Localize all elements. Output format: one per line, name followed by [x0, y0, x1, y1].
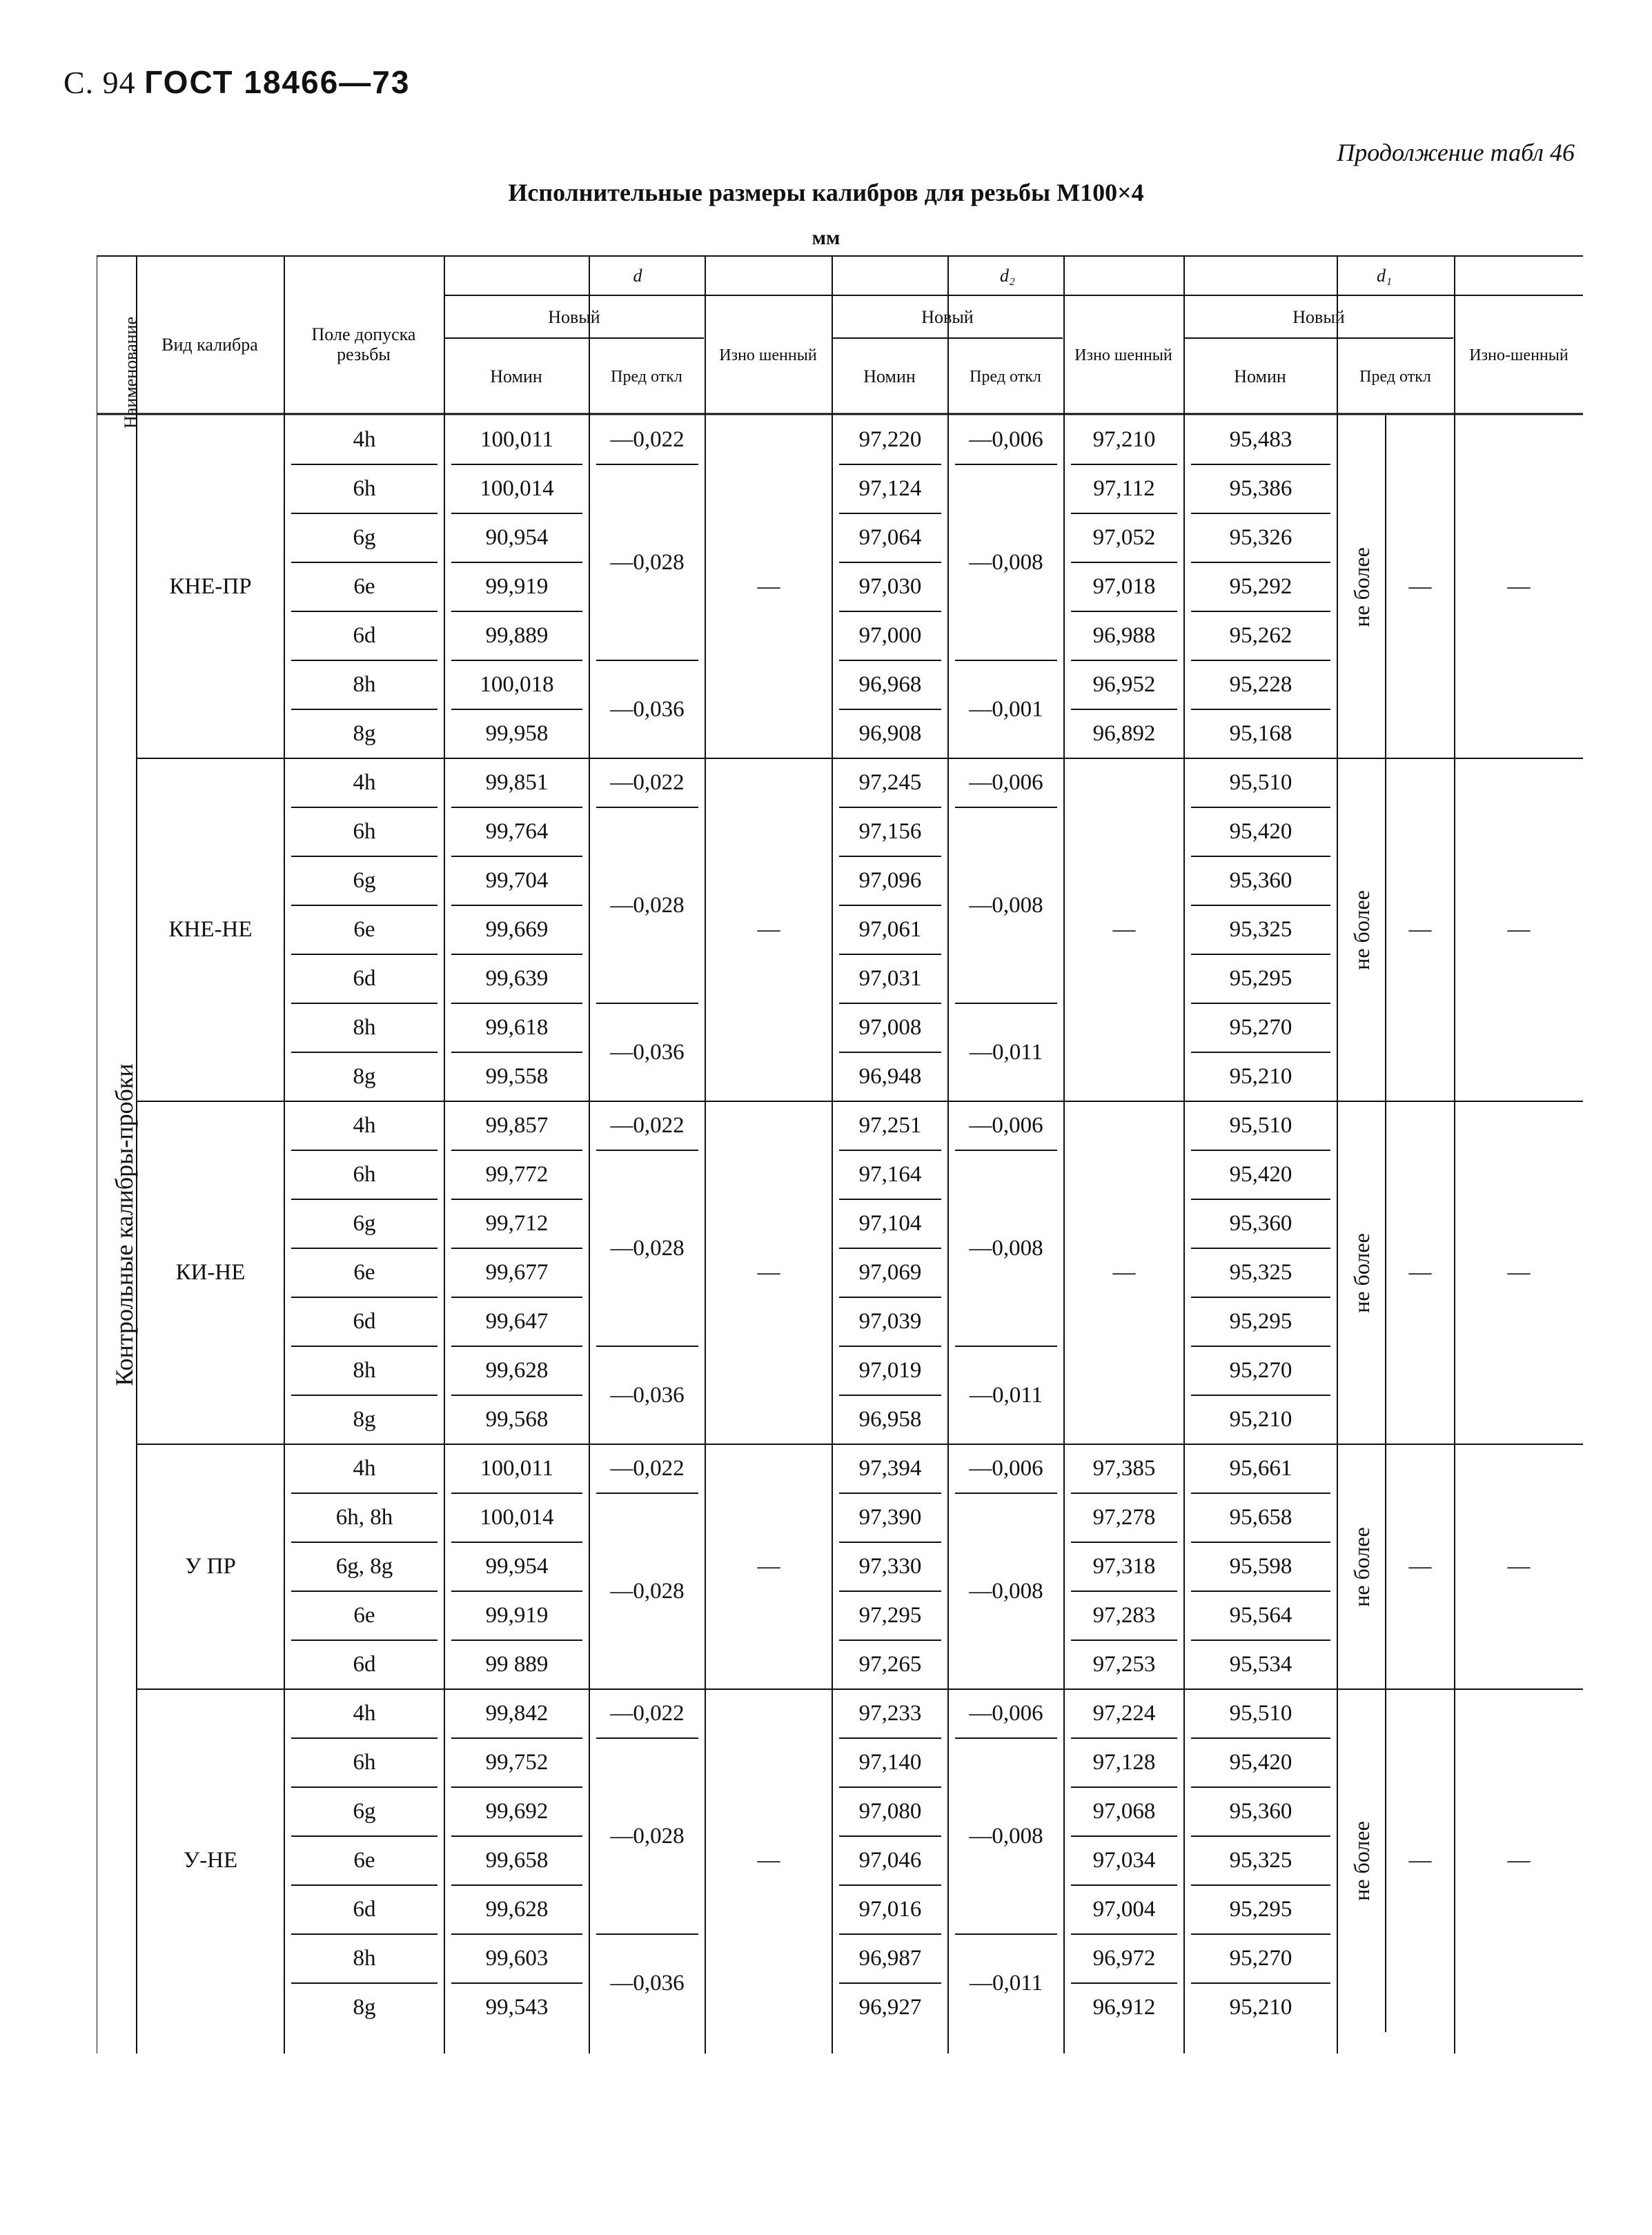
d-deviation: —0,036	[610, 1039, 685, 1065]
d-nominal: 99,919	[485, 574, 549, 600]
d-deviation: —0,036	[610, 1970, 685, 1996]
d-deviation: —0,028	[610, 1578, 685, 1604]
d-deviation: —0,036	[610, 1382, 685, 1408]
d1-nominal: 95,510	[1229, 1701, 1292, 1726]
d1-nominal: 95,270	[1229, 1358, 1292, 1384]
table-continuation: Продолжение табл 46	[1337, 139, 1575, 166]
header-vid-kalibra: Вид калибра	[161, 334, 258, 355]
d1-nominal: 95,210	[1229, 1064, 1292, 1090]
d-deviation: —0,022	[610, 427, 685, 453]
header-d2-nomin: Номин	[863, 366, 916, 386]
d-nominal: 99,628	[485, 1897, 549, 1922]
tolerance-field: 6e	[353, 1603, 375, 1628]
tolerance-field: 6e	[353, 1260, 375, 1286]
d-nominal: 99,772	[485, 1162, 549, 1188]
d-nominal: 99,568	[485, 1407, 549, 1432]
d1-nominal: 95,295	[1229, 1309, 1292, 1335]
d2-nominal: 97,064	[858, 525, 922, 551]
d2-worn: 97,224	[1092, 1701, 1156, 1726]
d-nominal: 99,603	[485, 1946, 549, 1971]
ne-bolee-note: не более	[1349, 1526, 1374, 1607]
d2-nominal: 97,019	[858, 1358, 922, 1384]
tolerance-field: 6h, 8h	[335, 1505, 393, 1530]
tolerance-field: 8h	[353, 672, 376, 698]
d2-worn: 97,283	[1092, 1603, 1156, 1628]
d2-deviation: —0,008	[969, 1578, 1043, 1604]
d-nominal: 100,014	[480, 1505, 554, 1530]
d2-nominal: 96,908	[858, 721, 922, 747]
d-deviation: —0,028	[610, 549, 685, 575]
d1-nominal: 95,210	[1229, 1407, 1292, 1432]
d2-deviation: —0,011	[969, 1970, 1043, 1996]
d2-nominal: 97,164	[858, 1162, 922, 1188]
d2-nominal: 97,295	[858, 1603, 922, 1628]
d-deviation: —0,022	[610, 770, 685, 796]
kind-name: У-НЕ	[183, 1848, 238, 1873]
header-d: d	[633, 265, 642, 286]
d2-deviation: —0,006	[969, 1113, 1043, 1139]
d2-nominal: 97,061	[858, 917, 922, 943]
header-d1-novy: Новый	[1292, 306, 1345, 327]
ne-bolee-note: не более	[1349, 547, 1374, 627]
tolerance-field: 6g	[353, 1211, 376, 1237]
d2-worn: 97,052	[1092, 525, 1156, 551]
d2-nominal: 96,958	[858, 1407, 922, 1432]
d2-worn: 96,972	[1092, 1946, 1156, 1971]
header-d1-nomin: Номин	[1234, 366, 1286, 386]
d2-deviation: —0,001	[969, 696, 1043, 722]
d1-nominal: 95,210	[1229, 1995, 1292, 2020]
d1-nominal: 95,360	[1229, 868, 1292, 894]
tolerance-field: 6d	[353, 966, 376, 992]
tolerance-field: 6g, 8g	[335, 1554, 393, 1579]
header-pole-dopuska: Поле допуска резьбы	[311, 324, 416, 364]
d1-nominal: 95,325	[1229, 1260, 1292, 1286]
d-nominal: 99,764	[485, 819, 549, 845]
d2-worn: 97,318	[1092, 1554, 1156, 1579]
d2-nominal: 97,220	[858, 427, 922, 453]
d1-deviation-dash: —	[1408, 574, 1432, 600]
d2-nominal: 96,987	[858, 1946, 922, 1971]
d-nominal: 99,692	[485, 1799, 549, 1824]
table-title: Исполнительные размеры калибров для резьбы М100×4	[508, 179, 1144, 206]
d1-deviation-dash: —	[1408, 1848, 1432, 1873]
d2-worn: 96,988	[1092, 623, 1156, 649]
d2-nominal: 97,251	[858, 1113, 922, 1139]
standard-code: ГОСТ 18466—73	[144, 64, 411, 100]
tolerance-field: 6h	[353, 1750, 376, 1775]
d1-nominal: 95,658	[1229, 1505, 1292, 1530]
d-deviation: —0,028	[610, 892, 685, 918]
d2-deviation: —0,008	[969, 1823, 1043, 1849]
d2-nominal: 97,390	[858, 1505, 922, 1530]
d-worn-dash: —	[757, 574, 780, 600]
d1-nominal: 95,295	[1229, 966, 1292, 992]
kind-name: КНЕ-НЕ	[168, 917, 253, 943]
d1-nominal: 95,270	[1229, 1946, 1292, 1971]
d2-worn: 97,068	[1092, 1799, 1156, 1824]
tolerance-field: 8h	[353, 1946, 376, 1971]
tolerance-field: 6g	[353, 868, 376, 894]
d2-worn: 97,278	[1092, 1505, 1156, 1530]
d2-deviation: —0,011	[969, 1039, 1043, 1065]
d-nominal: 100,018	[480, 672, 554, 698]
d-nominal: 99,543	[485, 1995, 549, 2020]
d2-nominal: 97,080	[858, 1799, 922, 1824]
d2-deviation: —0,008	[969, 549, 1043, 575]
d-nominal: 99,669	[485, 917, 549, 943]
d1-deviation-dash: —	[1408, 917, 1432, 943]
header-d2-novy: Новый	[921, 306, 974, 327]
d2-worn: 96,892	[1092, 721, 1156, 747]
d2-worn: 97,004	[1092, 1897, 1156, 1922]
tolerance-field: 4h	[353, 427, 376, 453]
d1-nominal: 95,420	[1229, 1162, 1292, 1188]
d1-nominal: 95,661	[1229, 1456, 1292, 1481]
tolerance-field: 6e	[353, 1848, 375, 1873]
d2-nominal: 96,927	[858, 1995, 922, 2020]
tolerance-field: 6g	[353, 1799, 376, 1824]
d-nominal: 99,752	[485, 1750, 549, 1775]
d2-deviation: —0,006	[969, 770, 1043, 796]
d2-nominal: 97,046	[858, 1848, 922, 1873]
d2-nominal: 97,156	[858, 819, 922, 845]
d-nominal: 99,842	[485, 1701, 549, 1726]
d2-nominal: 97,030	[858, 574, 922, 600]
d2-nominal: 97,124	[858, 476, 922, 502]
d2-nominal: 97,394	[858, 1456, 922, 1481]
d1-worn-dash: —	[1507, 1554, 1531, 1579]
group-label: Контрольные калибры-пробки	[110, 1063, 138, 1386]
page-header	[63, 63, 410, 101]
tolerance-field: 6h	[353, 1162, 376, 1188]
tolerance-field: 8g	[353, 1407, 376, 1432]
d1-nominal: 95,483	[1229, 427, 1292, 453]
tolerance-field: 6g	[353, 525, 376, 551]
d1-nominal: 95,510	[1229, 1113, 1292, 1139]
d2-worn: 96,952	[1092, 672, 1156, 698]
d2-worn: 97,034	[1092, 1848, 1156, 1873]
d2-nominal: 97,039	[858, 1309, 922, 1335]
ne-bolee-note: не более	[1349, 1820, 1374, 1901]
header-naimenovanie: Наименование	[121, 317, 141, 429]
d2-nominal: 97,016	[858, 1897, 922, 1922]
d1-nominal: 95,325	[1229, 917, 1292, 943]
tolerance-field: 8g	[353, 1995, 376, 2020]
tolerance-field: 6h	[353, 476, 376, 502]
dimensions-table	[97, 255, 1583, 2054]
d2-nominal: 96,968	[858, 672, 922, 698]
kind-name: КИ-НЕ	[175, 1260, 246, 1286]
tolerance-field: 6d	[353, 1652, 376, 1677]
d-deviation: —0,028	[610, 1823, 685, 1849]
d1-nominal: 95,534	[1229, 1652, 1292, 1677]
d2-worn-dash: —	[1112, 917, 1136, 943]
d2-worn: 97,018	[1092, 574, 1156, 600]
d2-worn: 97,112	[1093, 476, 1155, 502]
d-nominal: 99 889	[485, 1652, 549, 1677]
d2-worn: 97,128	[1092, 1750, 1156, 1775]
d1-worn-dash: —	[1507, 1260, 1531, 1286]
tolerance-field: 4h	[353, 770, 376, 796]
d2-nominal: 96,948	[858, 1064, 922, 1090]
d2-deviation: —0,006	[969, 427, 1043, 453]
tolerance-field: 4h	[353, 1701, 376, 1726]
d1-nominal: 95,420	[1229, 1750, 1292, 1775]
tolerance-field: 4h	[353, 1113, 376, 1139]
d1-worn-dash: —	[1507, 917, 1531, 943]
tolerance-field: 8h	[353, 1358, 376, 1384]
d-nominal: 99,647	[485, 1309, 549, 1335]
d-worn-dash: —	[757, 1260, 780, 1286]
header-d1: d₁	[1376, 265, 1393, 286]
d-nominal: 99,658	[485, 1848, 549, 1873]
d1-nominal: 95,326	[1229, 525, 1292, 551]
d1-nominal: 95,360	[1229, 1211, 1292, 1237]
d-deviation: —0,022	[610, 1701, 685, 1726]
d2-nominal: 97,330	[858, 1554, 922, 1579]
d-nominal: 99,919	[485, 1603, 549, 1628]
tolerance-field: 8h	[353, 1015, 376, 1041]
header-d2-pred: Пред откл	[970, 367, 1041, 386]
tolerance-field: 4h	[353, 1456, 376, 1481]
d2-nominal: 97,031	[858, 966, 922, 992]
d2-nominal: 97,096	[858, 868, 922, 894]
ne-bolee-note: не более	[1349, 889, 1374, 970]
d1-worn-dash: —	[1507, 1848, 1531, 1873]
d2-nominal: 97,008	[858, 1015, 922, 1041]
ne-bolee-note: не более	[1349, 1232, 1374, 1313]
tolerance-field: 8g	[353, 721, 376, 747]
d2-nominal: 97,245	[858, 770, 922, 796]
tolerance-field: 6e	[353, 917, 375, 943]
page-number: С. 94	[63, 65, 136, 100]
d-deviation: —0,036	[610, 696, 685, 722]
kind-name: КНЕ-ПР	[169, 574, 252, 600]
d-worn-dash: —	[757, 1554, 780, 1579]
d1-nominal: 95,598	[1229, 1554, 1292, 1579]
d-nominal: 99,851	[485, 770, 549, 796]
d1-nominal: 95,262	[1229, 623, 1292, 649]
d-nominal: 99,618	[485, 1015, 549, 1041]
d1-nominal: 95,325	[1229, 1848, 1292, 1873]
d-nominal: 100,014	[480, 476, 554, 502]
d1-nominal: 95,360	[1229, 1799, 1292, 1824]
d-nominal: 100,011	[480, 1456, 554, 1481]
d2-deviation: —0,008	[969, 892, 1043, 918]
d1-nominal: 95,168	[1229, 721, 1292, 747]
tolerance-field: 6d	[353, 1897, 376, 1922]
table-unit: мм	[812, 226, 840, 249]
d-worn-dash: —	[757, 1848, 780, 1873]
d-deviation: —0,022	[610, 1113, 685, 1139]
d1-nominal: 95,510	[1229, 770, 1292, 796]
tolerance-field: 8g	[353, 1064, 376, 1090]
d-nominal: 99,958	[485, 721, 549, 747]
d1-nominal: 95,420	[1229, 819, 1292, 845]
d-nominal: 99,558	[485, 1064, 549, 1090]
header-d1-izno: Изно-шенный	[1469, 346, 1569, 364]
d-nominal: 99,704	[485, 868, 549, 894]
d1-nominal: 95,564	[1229, 1603, 1292, 1628]
header-d2: d₂	[999, 265, 1016, 286]
d-nominal: 99,628	[485, 1358, 549, 1384]
header-d1-pred: Пред откл	[1359, 367, 1431, 386]
d1-worn-dash: —	[1507, 574, 1531, 600]
d1-deviation-dash: —	[1408, 1260, 1432, 1286]
d2-nominal: 97,233	[858, 1701, 922, 1726]
d2-nominal: 97,104	[858, 1211, 922, 1237]
d-nominal: 100,011	[480, 427, 554, 453]
d2-deviation: —0,006	[969, 1701, 1043, 1726]
d2-worn-dash: —	[1112, 1260, 1136, 1286]
d1-deviation-dash: —	[1408, 1554, 1432, 1579]
d2-nominal: 97,000	[858, 623, 922, 649]
d-nominal: 99,639	[485, 966, 549, 992]
d1-nominal: 95,295	[1229, 1897, 1292, 1922]
tolerance-field: 6d	[353, 1309, 376, 1335]
tolerance-field: 6d	[353, 623, 376, 649]
d2-worn: 97,210	[1092, 427, 1156, 453]
d-nominal: 99,889	[485, 623, 549, 649]
d-nominal: 99,677	[485, 1260, 549, 1286]
header-d-pred: Пред откл	[611, 367, 682, 386]
tolerance-field: 6h	[353, 819, 376, 845]
d2-worn: 97,253	[1092, 1652, 1156, 1677]
kind-name: У ПР	[185, 1554, 236, 1579]
d-worn-dash: —	[757, 917, 780, 943]
d-nominal: 99,954	[485, 1554, 549, 1579]
d2-deviation: —0,008	[969, 1235, 1043, 1261]
header-d2-izno: Изно шенный	[1074, 346, 1172, 364]
d1-nominal: 95,228	[1229, 672, 1292, 698]
d2-deviation: —0,011	[969, 1382, 1043, 1408]
d1-nominal: 95,386	[1229, 476, 1292, 502]
d2-nominal: 97,069	[858, 1260, 922, 1286]
d2-nominal: 97,265	[858, 1652, 922, 1677]
d2-worn: 96,912	[1092, 1995, 1156, 2020]
d2-worn: 97,385	[1092, 1456, 1156, 1481]
d-nominal: 90,954	[485, 525, 549, 551]
d2-nominal: 97,140	[858, 1750, 922, 1775]
header-d-nomin: Номин	[490, 366, 542, 386]
d1-nominal: 95,270	[1229, 1015, 1292, 1041]
header-d-izno: Изно шенный	[719, 346, 817, 364]
tolerance-field: 6e	[353, 574, 375, 600]
header-d-novy: Новый	[548, 306, 600, 327]
d-nominal: 99,712	[485, 1211, 549, 1237]
d-nominal: 99,857	[485, 1113, 549, 1139]
d-deviation: —0,028	[610, 1235, 685, 1261]
d1-nominal: 95,292	[1229, 574, 1292, 600]
d2-deviation: —0,006	[969, 1456, 1043, 1481]
d-deviation: —0,022	[610, 1456, 685, 1481]
